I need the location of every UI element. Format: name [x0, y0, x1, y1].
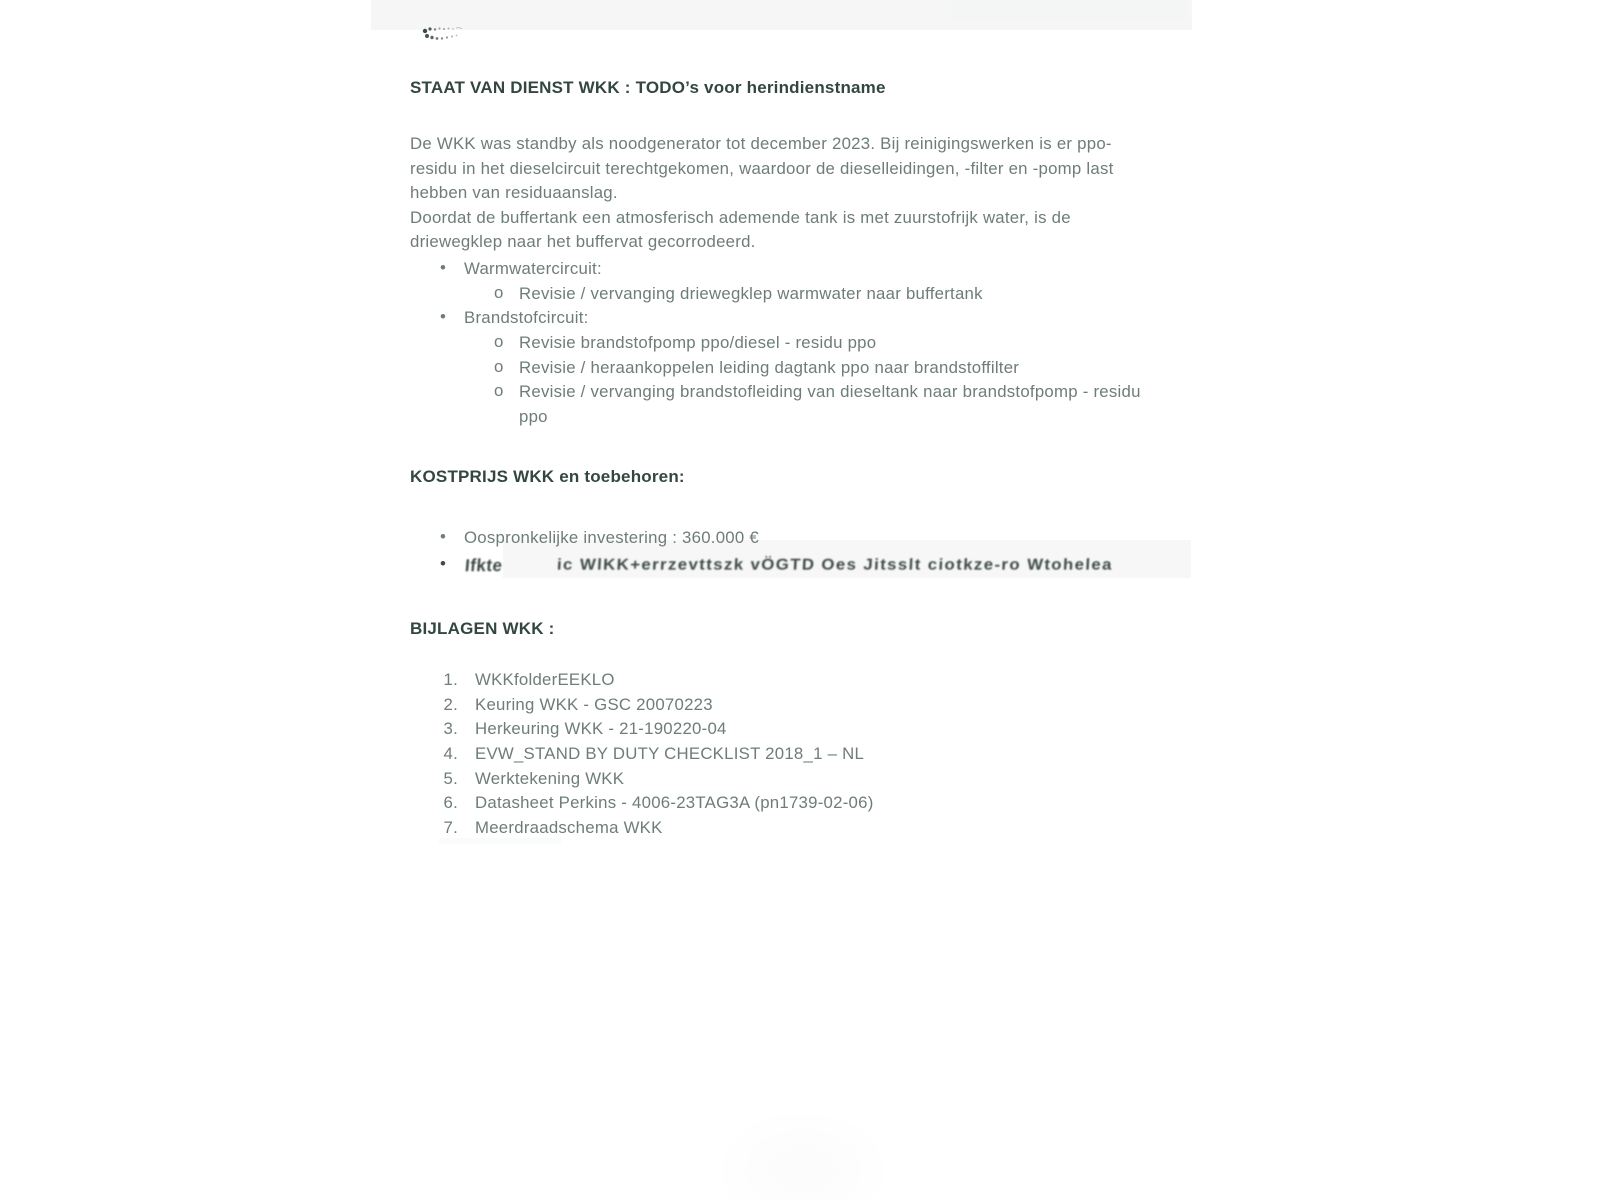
intro-line: De WKK was standby als noodgenerator tot december 2023. Bij reinigingswerken is er ppo-: [410, 134, 1112, 153]
intro-line: driewegklep naar het buffervat gecorrodeerd.: [410, 232, 756, 251]
section-heading-kostprijs: KOSTPRIJS WKK en toebehoren:: [410, 467, 685, 486]
list-subitem: [371, 333, 1192, 358]
list-item: [371, 528, 1192, 555]
scanned-document-page: [371, 0, 1192, 1200]
circle-marker: o: [494, 356, 504, 376]
circle-marker: o: [494, 282, 504, 302]
logo-speckle-icon: [422, 24, 464, 44]
scan-noise-patch: [951, 0, 1186, 22]
todo-subitem-text: ppo: [519, 407, 548, 427]
intro-paragraph: [410, 132, 1114, 255]
todo-subitem-text: Revisie brandstofpomp ppo/diesel - residu ppo: [519, 333, 877, 353]
bullet-marker: •: [440, 553, 447, 573]
circle-marker: o: [494, 332, 504, 352]
list-item: [371, 259, 1192, 284]
attachment-row: [371, 695, 1192, 720]
attachment-number: 5.: [443, 768, 458, 788]
attachment-number: 6.: [443, 793, 458, 813]
todo-subitem-text: Revisie / vervanging driewegklep warmwater naar buffertank: [519, 283, 983, 303]
attachment-row: [371, 670, 1192, 695]
todo-item-label: Brandstofcircuit:: [464, 308, 589, 328]
intro-line: hebben van residuaanslag.: [410, 183, 618, 202]
smudged-text: ic WlKK+errzevttszk vÖGTD Oes Jitsslt ciotkze-ro Wtohelea: [556, 555, 1114, 573]
list-subitem: [371, 284, 1192, 309]
list-subitem: [371, 382, 1192, 407]
attachment-label: Datasheet Perkins - 4006-23TAG3A (pn1739-02-06): [475, 793, 874, 813]
todo-list: [371, 259, 1192, 432]
attachment-label: EVW_STAND BY DUTY CHECKLIST 2018_1 – NL: [475, 744, 865, 764]
attachment-label: Meerdraadschema WKK: [475, 818, 663, 838]
section-heading-bijlagen: BIJLAGEN WKK :: [410, 619, 555, 638]
bullet-marker: •: [440, 258, 447, 277]
bullet-marker: •: [440, 307, 447, 327]
scan-shadow-artifact: [723, 1114, 883, 1200]
list-item: [371, 308, 1192, 333]
cost-list: [371, 528, 1192, 581]
attachment-label: Herkeuring WKK - 21-190220-04: [475, 719, 727, 739]
attachment-row: [371, 793, 1192, 818]
circle-marker: o: [494, 381, 504, 401]
attachments-list: [371, 670, 1192, 843]
attachment-label: Werktekening WKK: [475, 768, 625, 788]
smudged-list-item: [371, 555, 1192, 582]
intro-line: residu in het dieselcircuit terechtgekomen, waardoor de dieselleidingen, -filter en -pomp last: [410, 158, 1114, 178]
todo-subitem-text: Revisie / vervanging brandstofleiding van dieseltank naar brandstofpomp - residu: [519, 382, 1141, 402]
list-subitem: [371, 358, 1192, 383]
cost-item-text: Oospronkelijke investering : 360.000 €: [464, 528, 759, 547]
attachment-number: 7.: [443, 818, 458, 838]
bullet-marker: •: [440, 527, 447, 546]
attachment-label: Keuring WKK - GSC 20070223: [475, 694, 713, 714]
attachment-number: 4.: [443, 744, 458, 764]
todo-subitem-text: Revisie / heraankoppelen leiding dagtank ppo naar brandstoffilter: [519, 357, 1020, 377]
attachment-number: 1.: [443, 670, 458, 689]
attachment-label: WKKfolderEEKLO: [475, 670, 615, 689]
attachment-row: [371, 719, 1192, 744]
scan-edge-band: [371, 0, 1192, 30]
attachment-number: 2.: [443, 694, 458, 714]
intro-line: Doordat de buffertank een atmosferisch ademende tank is met zuurstofrijk water, is de: [410, 207, 1071, 227]
document-title: STAAT VAN DIENST WKK : TODO’s voor herindienstname: [410, 78, 886, 97]
list-subitem-continuation: [371, 407, 1192, 432]
scan-artifact: [439, 838, 561, 844]
smudged-text: Ifkte: [464, 555, 504, 575]
todo-item-label: Warmwatercircuit:: [464, 259, 602, 278]
attachment-row: [371, 744, 1192, 769]
attachment-row: [371, 769, 1192, 794]
attachment-number: 3.: [443, 719, 458, 739]
